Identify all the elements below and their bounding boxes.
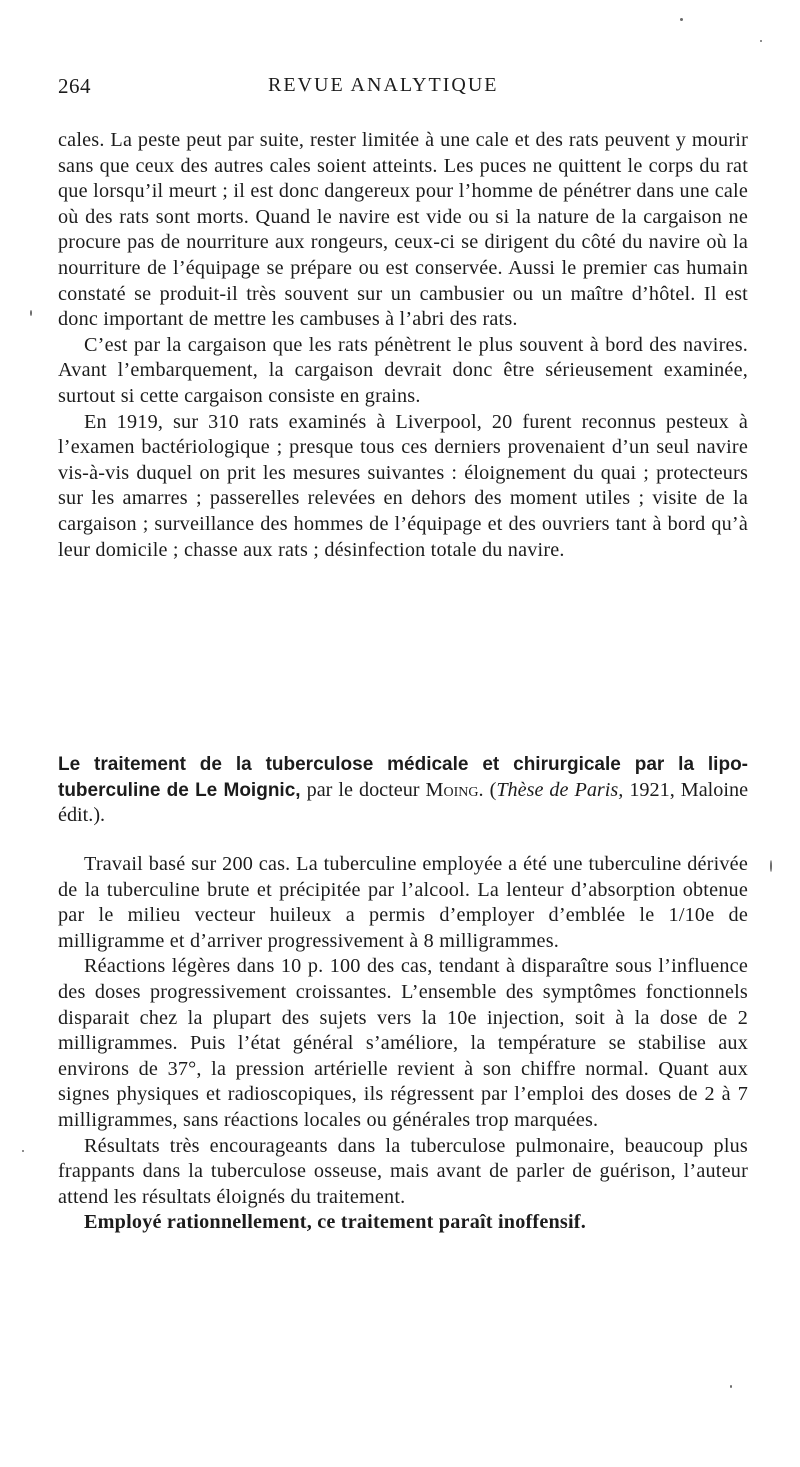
review-source-title: Thèse de Paris, [496, 778, 624, 801]
paragraph: Résultats très encourageants dans la tuberculose pulmonaire, beaucoup plus frappants dans la tuberculose osseuse, mais avant de parler de guérison, l’auteur attend les résultats éloignés du traitement. [58, 1134, 748, 1208]
running-title: REVUE ANALYTIQUE [268, 74, 499, 96]
paragraph: En 1919, sur 310 rats examinés à Liverpool, 20 furent reconnus pesteux à l’examen bactériologique ; presque tous ces derniers provenaient d’un seul navire vis-à-vis duquel on prit les mesures suivantes : éloignement du quai ; protecteurs sur les amarres ; passerelles relevées en dehors des moment utiles ; visite de la cargaison ; surveillance des hommes de l’équipage et des ouvriers tant à bord qu’à leur domicile ; chasse aux rats ; désinfection totale du navire. [58, 410, 748, 561]
paragraph: C’est par la cargaison que les rats pénètrent le plus souvent à bord des navires. Avant l’embarquement, la cargaison devrait donc être sérieusement examinée, surtout si cette cargaison consiste en grains. [58, 333, 748, 407]
review-body [58, 852, 748, 1236]
review-by-prefix: par le docteur [306, 778, 420, 801]
scan-speck [22, 1150, 24, 1152]
scan-speck [770, 860, 772, 872]
page-header [58, 74, 748, 104]
scan-speck [680, 18, 683, 21]
scan-speck [730, 1385, 732, 1388]
paragraph: Travail basé sur 200 cas. La tuberculine employée a été une tuberculine dérivée de la tuberculine brute et précipitée par l’alcool. La lenteur d’absorption obtenue par le milieu vecteur huileux a permis d’employer d’emblée le 1/10e de milligramme et d’arriver progressivement à 8 milligrammes. [58, 853, 748, 952]
review-source-details: 1921, Maloine édit.). [58, 778, 749, 827]
page-number: 264 [58, 74, 91, 98]
review-heading [58, 752, 748, 829]
review-author: Moing. [425, 778, 484, 801]
review-title: Le traitement de la tuberculose médicale et chirurgicale par la lipo-tuberculine de Le Moignic, [58, 754, 748, 801]
paragraph: Réactions légères dans 10 p. 100 des cas, tendant à disparaître sous l’influence des doses progressivement croissantes. L’ensemble des symptômes fonctionnels disparait chez la plupart des sujets vers la 10e injection, soit à la dose de 2 milligrammes. Puis l’état général s’améliore, la température se stabilise aux environs de 37°, la pression artérielle revient à son chiffre normal. Quant aux signes physiques et radioscopiques, ils régressent par l’emploi des doses de 2 à 7 milligrammes, sans réactions locales ou générales trop marquées. [58, 955, 748, 1131]
scan-speck [30, 310, 32, 316]
scan-speck [760, 40, 762, 42]
paragraph: Employé rationnellement, ce traitement paraît inoffensif. [84, 1211, 586, 1234]
review-source-open: ( [489, 778, 497, 801]
article-continuation [58, 128, 748, 563]
paragraph: cales. La peste peut par suite, rester limitée à une cale et des rats peuvent y mourir sans que ceux des autres cales soient atteints. Les puces ne quittent le corps du rat que lorsqu’il meurt ; il est donc dangereux pour l’homme de pénétrer dans une cale où des rats sont morts. Quand le navire est vide ou si la nature de la cargaison ne procure pas de nourriture aux rongeurs, ceux-ci se dirigent du côté du navire où la nourriture de l’équipage se prépare ou est conservée. Aussi le premier cas humain constaté se produit-il très souvent sur un cambusier ou un maître d’hôtel. Il est donc important de mettre les cambuses à l’abri des rats. [58, 129, 748, 331]
